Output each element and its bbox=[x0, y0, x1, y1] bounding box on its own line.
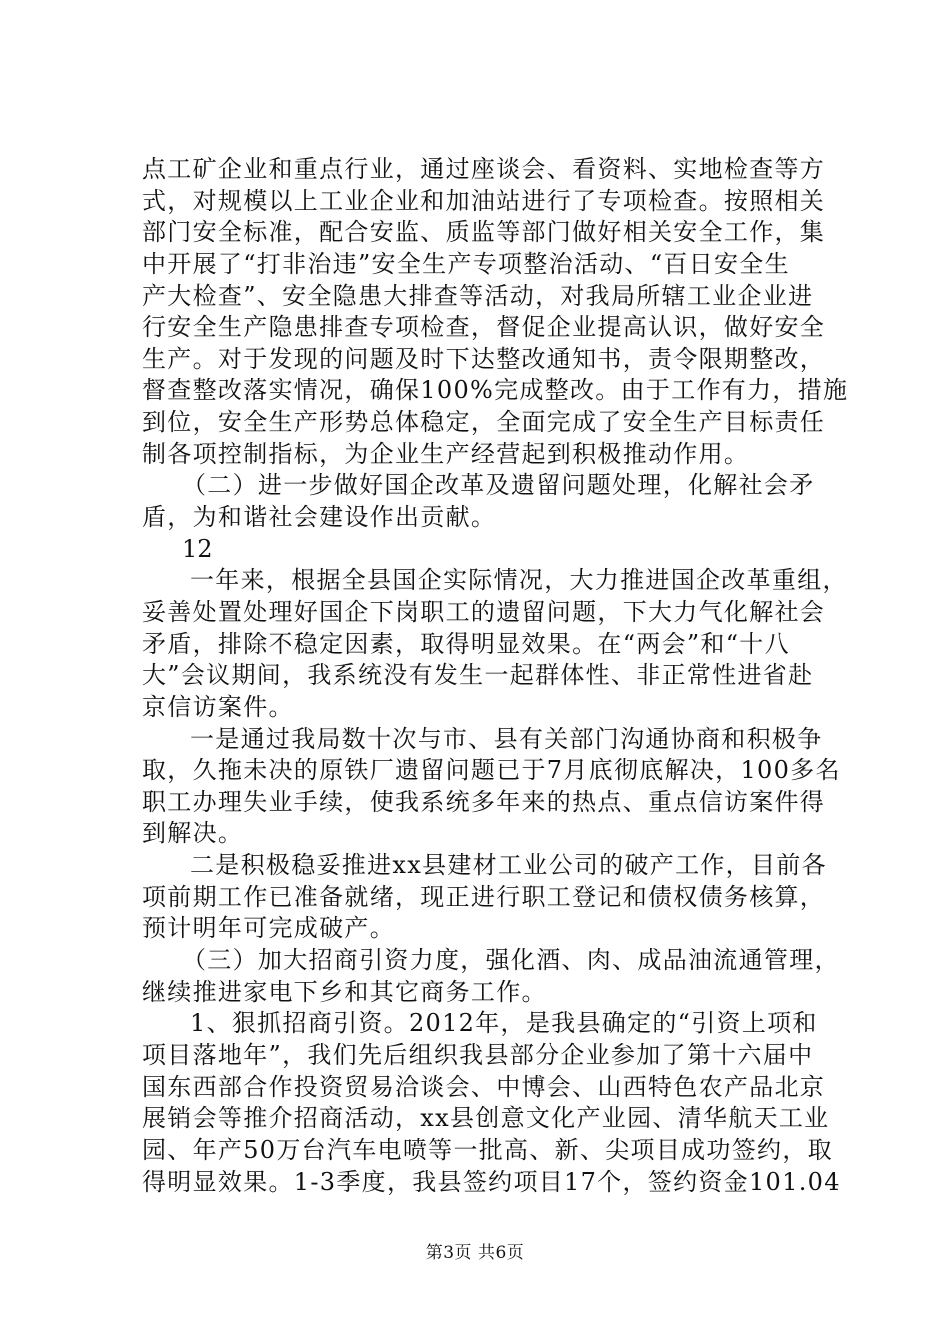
text-line: 取，久拖未决的原铁厂遗留问题已于7月底彻底解决，100多名 bbox=[142, 756, 841, 785]
text-line: 项目落地年”，我们先后组织我县部分企业参加了第十六届中 bbox=[142, 1040, 814, 1069]
text-line: 得明显效果。1-3季度，我县签约项目17个，签约资金101.04 bbox=[142, 1167, 841, 1196]
text-line: 大”会议期间，我系统没有发生一起群体性、非正常性进省赴 bbox=[142, 661, 814, 690]
text-line: 点工矿企业和重点行业，通过座谈会、看资料、实地检查等方 bbox=[142, 155, 826, 183]
page-footer: 第3页 共6页 bbox=[425, 1243, 525, 1263]
text-line: 继续推进家电下乡和其它商务工作。 bbox=[142, 977, 547, 1006]
text-line: 督查整改落实情况，确保100%完成整改。由于工作有力，措施 bbox=[142, 376, 849, 405]
text-line: 国东西部合作投资贸易洽谈会、中博会、山西特色农产品北京 bbox=[142, 1072, 826, 1101]
text-line: 到解决。 bbox=[142, 819, 244, 848]
text-line: 中开展了“打非治违”安全生产专项整治活动、“百日安全生 bbox=[142, 249, 790, 278]
text-line: 式，对规模以上工业企业和加油站进行了专项检查。按照相关 bbox=[142, 186, 826, 215]
text-line: 生产。对于发现的问题及时下达整改通知书，责令限期整改， bbox=[142, 344, 826, 373]
text-line: 矛盾，排除不稳定因素，取得明显效果。在“两会”和“十八 bbox=[142, 629, 790, 658]
text-line: （三）加大招商引资力度，强化酒、肉、成品油流通管理， bbox=[182, 946, 840, 975]
text-line: 预计明年可完成破产。 bbox=[142, 914, 395, 943]
document-body bbox=[142, 154, 849, 1198]
text-line: 到位，安全生产形势总体稳定，全面完成了安全生产目标责任 bbox=[142, 408, 826, 437]
text-line: 项前期工作已准备就绪，现正进行职工登记和债权债务核算， bbox=[142, 882, 826, 911]
text-line: 行安全生产隐患排查专项检查，督促企业提高认识，做好安全 bbox=[142, 313, 826, 342]
text-line: 产大检查”、安全隐患大排查等活动，对我局所辖工业企业进 bbox=[142, 281, 814, 310]
text-line: 1、狠抓招商引资。2012年，是我县确定的“引资上项和 bbox=[190, 1009, 818, 1038]
text-line: 职工办理失业手续，使我系统多年来的热点、重点信访案件得 bbox=[142, 787, 826, 816]
text-line: 部门安全标准，配合安监、质监等部门做好相关安全工作，集 bbox=[142, 218, 826, 247]
text-line: 妥善处置处理好国企下岗职工的遗留问题，下大力气化解社会 bbox=[142, 597, 826, 626]
text-line: （二）进一步做好国企改革及遗留问题处理，化解社会矛 bbox=[182, 471, 815, 500]
text-line: 二是积极稳妥推进xx县建材工业公司的破产工作，目前各 bbox=[190, 851, 827, 880]
text-line: 制各项控制指标，为企业生产经营起到积极推动作用。 bbox=[142, 439, 750, 468]
text-line: 一是通过我局数十次与市、县有关部门沟通协商和积极争 bbox=[190, 724, 823, 753]
text-line: 一年来，根据全县国企实际情况，大力推进国企改革重组， bbox=[190, 566, 848, 595]
text-line: 12 bbox=[182, 534, 213, 563]
text-line: 展销会等推介招商活动，xx县创意文化产业园、清华航天工业 bbox=[142, 1104, 830, 1133]
text-line: 京信访案件。 bbox=[142, 692, 294, 721]
text-line: 园、年产50万台汽车电喷等一批高、新、尖项目成功签约，取 bbox=[142, 1135, 833, 1164]
text-line: 盾，为和谐社会建设作出贡献。 bbox=[142, 503, 497, 532]
